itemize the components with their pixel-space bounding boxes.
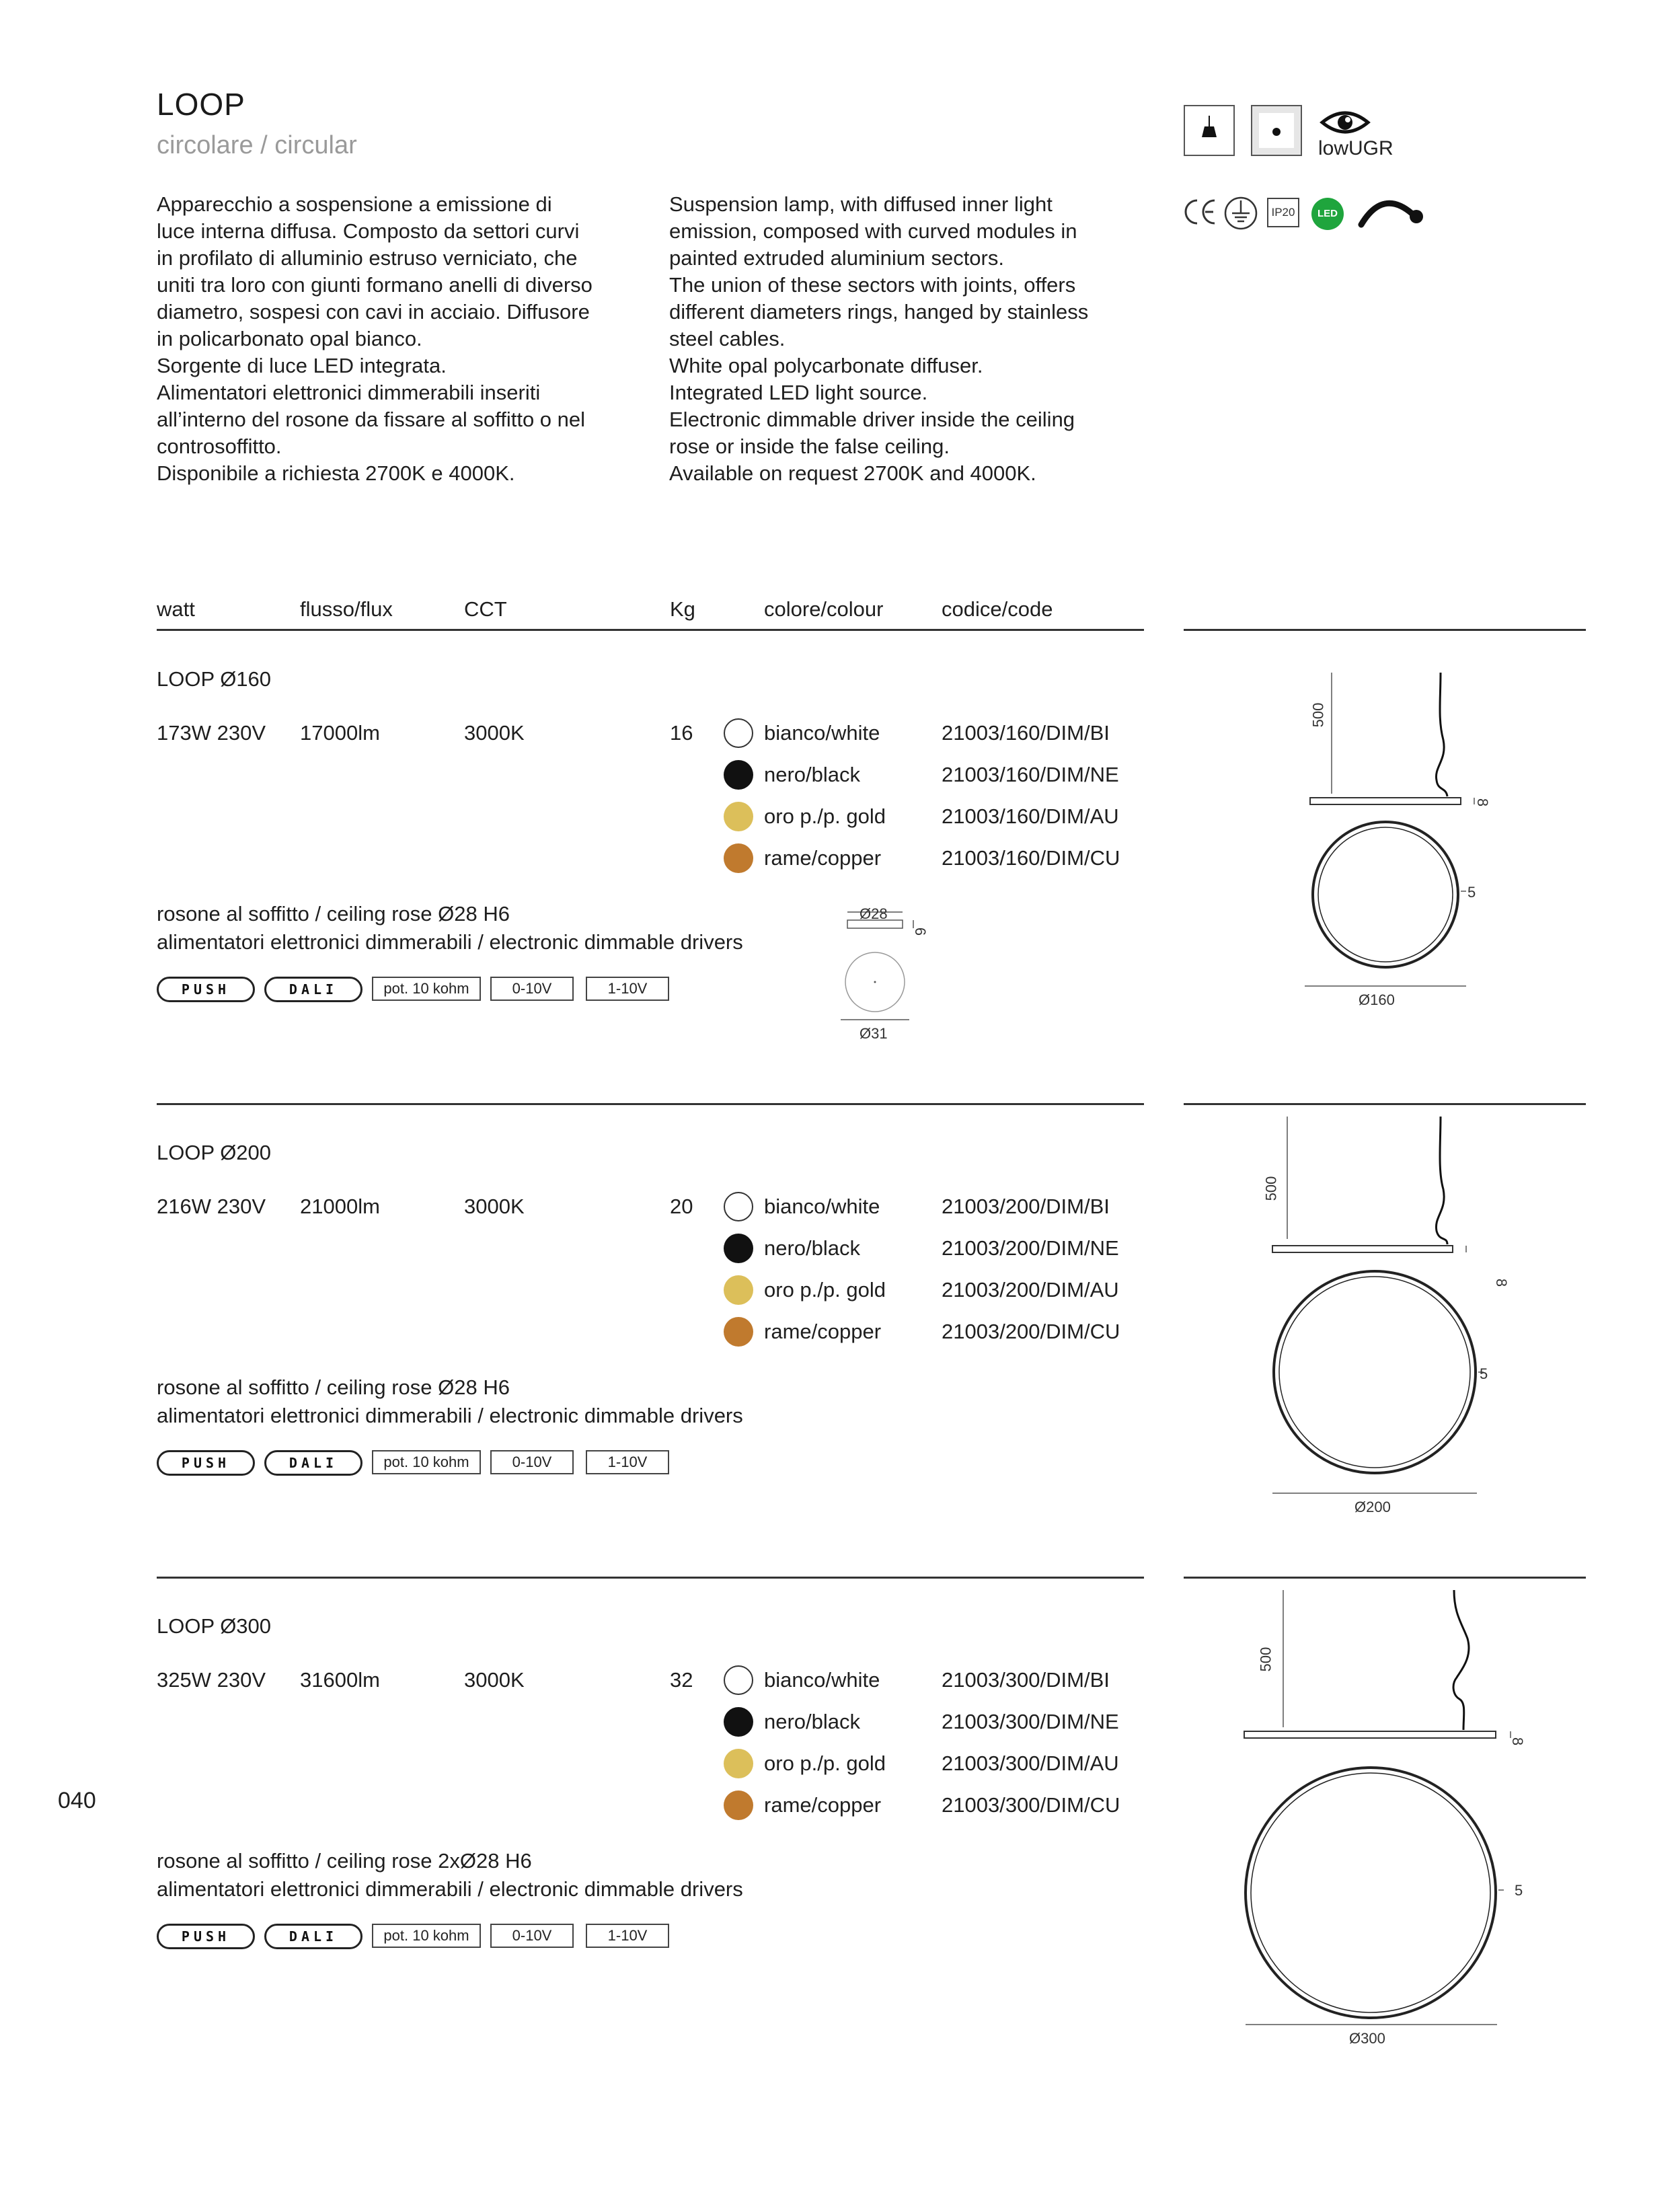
product-code: 21003/300/DIM/NE bbox=[942, 1710, 1119, 1733]
product-code: 21003/200/DIM/BI bbox=[942, 1195, 1110, 1218]
rose-info bbox=[157, 1847, 743, 1903]
product-code: 21003/160/DIM/NE bbox=[942, 763, 1119, 786]
dim-cable-length: 500 bbox=[1257, 1647, 1274, 1672]
swatch-black bbox=[724, 760, 753, 790]
product-name: LOOP Ø200 bbox=[157, 1141, 272, 1164]
push-badge: PUSH bbox=[157, 1450, 255, 1476]
dim-cable-length: 500 bbox=[1262, 1176, 1280, 1201]
ip20-icon: IP20 bbox=[1267, 198, 1299, 227]
swatch-gold bbox=[724, 802, 753, 831]
pot-badge: pot. 10 kohm bbox=[372, 1450, 481, 1474]
colour-label: bianco/white bbox=[764, 721, 880, 745]
page-subtitle: circolare / circular bbox=[157, 131, 357, 159]
swatch-white bbox=[724, 1665, 753, 1695]
swatch-copper bbox=[724, 1317, 753, 1347]
header-cct: CCT bbox=[464, 597, 507, 621]
drivers-text: alimentatori elettronici dimmerabili / electronic dimmable drivers bbox=[157, 1877, 743, 1901]
swatch-white bbox=[724, 1192, 753, 1221]
led-icon: LED bbox=[1311, 198, 1344, 230]
colour-label: rame/copper bbox=[764, 1793, 882, 1817]
dim-diameter: Ø200 bbox=[1354, 1499, 1391, 1515]
product-cct: 3000K bbox=[464, 721, 525, 745]
drivers-text: alimentatori elettronici dimmerabili / electronic dimmable drivers bbox=[157, 930, 743, 954]
product-watt: 325W 230V bbox=[157, 1668, 266, 1692]
product-code: 21003/300/DIM/CU bbox=[942, 1793, 1120, 1817]
diffuser-icon bbox=[1251, 105, 1302, 156]
lowugr-label: lowUGR bbox=[1318, 137, 1393, 159]
colour-label: nero/black bbox=[764, 1236, 861, 1260]
product-drawing bbox=[1184, 659, 1587, 1036]
pot-badge: pot. 10 kohm bbox=[372, 1924, 481, 1948]
product-code: 21003/200/DIM/NE bbox=[942, 1236, 1119, 1260]
v110-badge: 1-10V bbox=[586, 1450, 669, 1474]
dim-rose-height: 8 bbox=[1474, 798, 1492, 807]
swatch-white bbox=[724, 718, 753, 748]
swatch-black bbox=[724, 1234, 753, 1263]
description-italian bbox=[157, 191, 641, 487]
header-watt: watt bbox=[157, 597, 195, 621]
v010-badge: 0-10V bbox=[490, 977, 574, 1001]
colour-label: oro p./p. gold bbox=[764, 804, 886, 828]
product-code: 21003/200/DIM/CU bbox=[942, 1320, 1120, 1343]
product-kg: 20 bbox=[670, 1195, 693, 1218]
product-code: 21003/160/DIM/BI bbox=[942, 721, 1110, 745]
colour-label: bianco/white bbox=[764, 1668, 880, 1692]
swatch-copper bbox=[724, 1790, 753, 1820]
header-kg: Kg bbox=[670, 597, 695, 621]
push-badge: PUSH bbox=[157, 1924, 255, 1949]
v110-badge: 1-10V bbox=[586, 1924, 669, 1948]
swatch-black bbox=[724, 1707, 753, 1737]
v010-badge: 0-10V bbox=[490, 1924, 574, 1948]
section-rule bbox=[157, 1577, 1144, 1579]
rose-text: rosone al soffitto / ceiling rose Ø28 H6 bbox=[157, 1375, 510, 1399]
v010-badge: 0-10V bbox=[490, 1450, 574, 1474]
product-flux: 31600lm bbox=[300, 1668, 380, 1692]
earth-icon bbox=[1223, 195, 1259, 235]
product-cct: 3000K bbox=[464, 1195, 525, 1218]
dali-badge: DALI bbox=[264, 1450, 362, 1476]
colour-label: oro p./p. gold bbox=[764, 1751, 886, 1775]
section-rule bbox=[157, 1103, 1144, 1105]
product-watt: 173W 230V bbox=[157, 721, 266, 745]
rose-top-dia: Ø28 bbox=[860, 905, 888, 922]
dim-diameter: Ø300 bbox=[1349, 2030, 1385, 2047]
dim-rose-height: 8 bbox=[1493, 1278, 1511, 1287]
pendant-icon bbox=[1184, 105, 1235, 156]
page-title: LOOP bbox=[157, 87, 245, 122]
dim-rose-height: 8 bbox=[1509, 1737, 1527, 1746]
product-code: 21003/160/DIM/CU bbox=[942, 846, 1120, 870]
v110-badge: 1-10V bbox=[586, 977, 669, 1001]
colour-label: rame/copper bbox=[764, 846, 882, 870]
product-flux: 17000lm bbox=[300, 721, 380, 745]
product-cct: 3000K bbox=[464, 1668, 525, 1692]
description-en-text: Suspension lamp, with diffused inner light emission, composed with curved modules in painted extruded aluminium sectors. The union of these sectors with joints, offers different diameters rings, hanged by stainless steel cables. White opal polycarbonate diffuser. Integrated LED light source. Electronic dimmable driver inside the ceiling rose or inside the false ceiling. Available on request 2700K and 4000K. bbox=[669, 192, 1089, 485]
eye-icon bbox=[1318, 108, 1372, 137]
swatch-gold bbox=[724, 1749, 753, 1778]
product-kg: 32 bbox=[670, 1668, 693, 1692]
rose-text: rosone al soffitto / ceiling rose 2xØ28 H6 bbox=[157, 1849, 532, 1873]
colour-label: oro p./p. gold bbox=[764, 1278, 886, 1302]
product-watt: 216W 230V bbox=[157, 1195, 266, 1218]
swatch-gold bbox=[724, 1275, 753, 1305]
colour-label: rame/copper bbox=[764, 1320, 882, 1343]
header-code: codice/code bbox=[942, 597, 1053, 621]
product-drawing bbox=[1184, 1577, 1587, 2047]
header-rule-drawing bbox=[1184, 629, 1586, 631]
swatch-copper bbox=[724, 843, 753, 873]
header-flux: flusso/flux bbox=[300, 597, 393, 621]
product-code: 21003/160/DIM/AU bbox=[942, 804, 1119, 828]
product-code: 21003/300/DIM/BI bbox=[942, 1668, 1110, 1692]
dali-badge: DALI bbox=[264, 977, 362, 1002]
product-code: 21003/200/DIM/AU bbox=[942, 1278, 1119, 1302]
product-name: LOOP Ø160 bbox=[157, 667, 272, 691]
description-it-text: Apparecchio a sospensione a emissione di luce interna diffusa. Composto da settori curvi in profilato di alluminio estruso verniciato, che uniti tra loro con giunti formano anelli di diverso diametro, sospesi con cavi in acciaio. Diffusore in policarbonato opal bianco. Sorgente di luce LED integrata. Alimentatori elettronici dimmerabili inseriti all’interno del rosone da fissare al soffitto o nel controsoffitto. Disponibile a richiesta 2700K e 4000K. bbox=[157, 192, 593, 485]
product-drawing bbox=[1184, 1103, 1587, 1547]
dim-ring-height: 5 bbox=[1480, 1365, 1488, 1382]
dim-cable-length: 500 bbox=[1309, 702, 1327, 728]
product-kg: 16 bbox=[670, 721, 693, 745]
header-colour: colore/colour bbox=[764, 597, 884, 621]
dali-badge: DALI bbox=[264, 1924, 362, 1949]
rose-height: 6 bbox=[912, 927, 929, 936]
colour-label: nero/black bbox=[764, 1710, 861, 1733]
product-name: LOOP Ø300 bbox=[157, 1614, 272, 1638]
dim-ring-height: 5 bbox=[1467, 884, 1476, 901]
pot-badge: pot. 10 kohm bbox=[372, 977, 481, 1001]
header-rule bbox=[157, 629, 1144, 631]
page-number: 040 bbox=[58, 1788, 96, 1813]
dim-diameter: Ø160 bbox=[1359, 991, 1395, 1008]
ce-icon bbox=[1181, 195, 1219, 232]
rose-bottom-dia: Ø31 bbox=[860, 1025, 888, 1042]
lowugr-badge bbox=[1318, 108, 1453, 168]
rose-info bbox=[157, 900, 743, 956]
rose-info bbox=[157, 1373, 743, 1430]
product-code: 21003/300/DIM/AU bbox=[942, 1751, 1119, 1775]
dim-ring-height: 5 bbox=[1515, 1882, 1523, 1899]
rose-text: rosone al soffitto / ceiling rose Ø28 H6 bbox=[157, 902, 510, 926]
description-english bbox=[669, 191, 1153, 487]
drivers-text: alimentatori elettronici dimmerabili / electronic dimmable drivers bbox=[157, 1404, 743, 1427]
colour-label: nero/black bbox=[764, 763, 861, 786]
colour-label: bianco/white bbox=[764, 1195, 880, 1218]
product-flux: 21000lm bbox=[300, 1195, 380, 1218]
dimmable-icon bbox=[1356, 191, 1430, 235]
push-badge: PUSH bbox=[157, 977, 255, 1002]
